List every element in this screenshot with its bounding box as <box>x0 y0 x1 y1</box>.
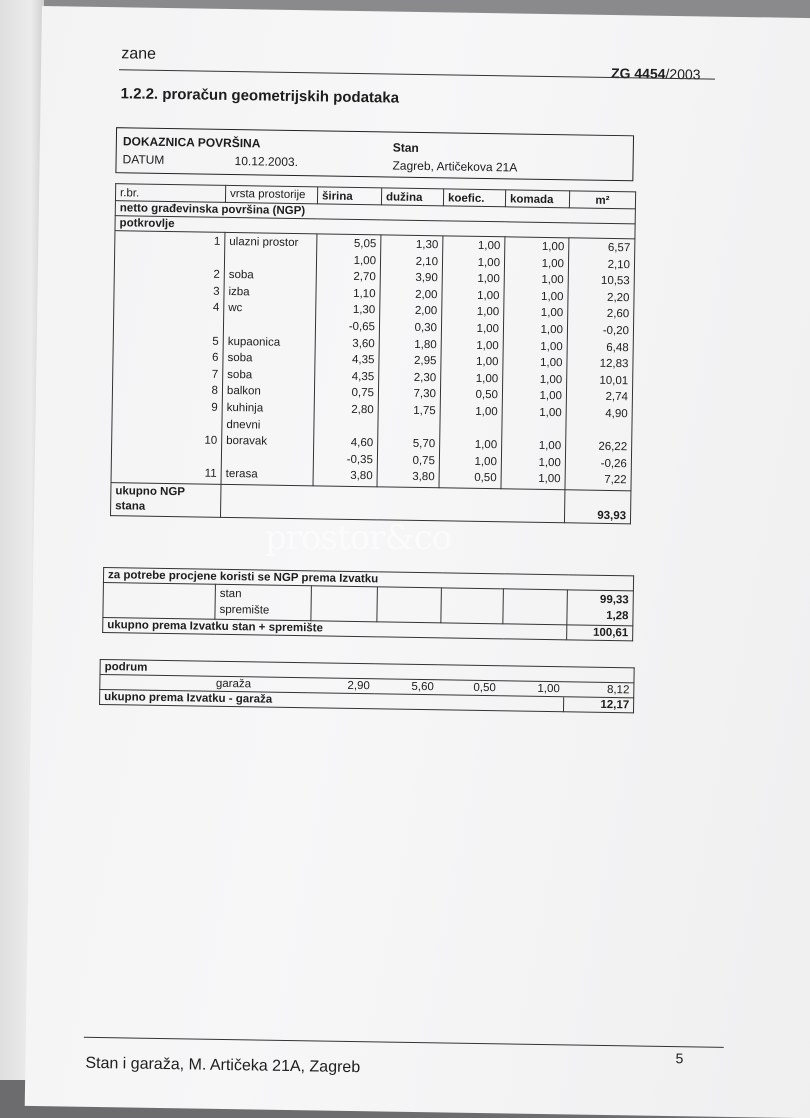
cell-name: balkon <box>226 385 261 398</box>
cell-koef: 1,00 <box>474 455 497 468</box>
object-label: Stan <box>392 140 419 155</box>
cell-kom: 1,00 <box>541 257 565 270</box>
cell-sirina: 3,60 <box>352 337 375 350</box>
cell-rbr: 9 <box>211 401 218 414</box>
cell-duzina: 0,30 <box>414 321 438 335</box>
cell-kom: 1,00 <box>541 240 565 254</box>
cell-rbr: 6 <box>211 351 219 364</box>
column-m2 <box>565 238 635 491</box>
cell-rbr: 11 <box>204 467 217 481</box>
cell-name: izba <box>228 285 250 299</box>
cell-koef: 1,00 <box>476 306 500 319</box>
cell-rbr: 8 <box>211 385 219 398</box>
cell-m2: 4,90 <box>605 407 628 421</box>
cell-sirina: 4,35 <box>351 354 375 367</box>
cell-m2: -0,26 <box>600 457 627 470</box>
garaza-m2: 8,12 <box>564 682 634 698</box>
cell-kom: 1,00 <box>538 473 561 486</box>
izvadak-table-wrap <box>102 567 634 641</box>
cell-kom: 1,00 <box>539 406 562 420</box>
cell-m2: 12,83 <box>599 357 629 371</box>
cell-name: kuhinja <box>226 401 264 415</box>
cell-sirina: 1,30 <box>352 304 376 317</box>
cell-kom: 1,00 <box>538 456 561 469</box>
cell-sirina: 3,80 <box>350 470 373 483</box>
cell-name: soba <box>227 352 253 365</box>
cell-kom: 1,00 <box>541 274 564 287</box>
cell-sirina: 2,70 <box>353 271 376 284</box>
cell-koef: 1,00 <box>475 405 498 419</box>
header-koefic: koefic. <box>443 189 505 207</box>
cell-koef: 1,00 <box>476 322 500 336</box>
cell-m2: 26,22 <box>598 440 628 454</box>
cell-duzina: 7,30 <box>413 388 437 401</box>
cell-rbr: 4 <box>212 302 220 315</box>
cell-name: terasa <box>225 468 258 481</box>
ngp-table-wrap <box>110 183 636 524</box>
cell-koef: 1,00 <box>475 372 499 385</box>
cell-rbr <box>119 249 220 267</box>
header-unit: m² <box>569 191 635 209</box>
watermark: prostor&co <box>265 518 452 558</box>
garaza-sirina: 2,90 <box>308 678 374 694</box>
cell-sirina: -0,35 <box>346 453 374 466</box>
cell-sirina: -0,65 <box>348 320 376 334</box>
cell-kom: 1,00 <box>539 373 563 386</box>
cell-sirina: 4,35 <box>351 370 375 384</box>
ngp-table <box>110 183 636 524</box>
cell-duzina: 1,80 <box>414 338 437 351</box>
dokaznica-title: DOKAZNICA POVRŠINA <box>122 134 261 151</box>
cell-name <box>229 251 312 269</box>
cell-m2: 6,57 <box>607 241 631 255</box>
cell-m2: 2,60 <box>606 308 630 321</box>
izvadak-values: 99,33 1,28 <box>567 590 634 626</box>
cell-rbr: 3 <box>213 285 220 298</box>
izvadak-table <box>102 567 634 641</box>
izvadak-total-label: ukupno prema Izvatku stan + spremište <box>103 618 567 640</box>
cell-sirina: 1,00 <box>353 254 377 267</box>
podrum-total-label: ukupno prema Izvatku - garaža <box>100 689 564 711</box>
cell-duzina: 3,80 <box>412 471 435 484</box>
column-name <box>221 232 317 485</box>
column-duzina <box>377 235 443 488</box>
document-number: ZG 4454/2003 <box>610 64 701 83</box>
cell-name: soba <box>228 269 254 282</box>
cell-duzina: 2,00 <box>415 288 438 302</box>
cell-m2 <box>570 422 627 439</box>
dokaznica-header-box <box>115 127 634 181</box>
cell-koef: 1,00 <box>477 289 500 303</box>
cell-sirina <box>318 418 373 435</box>
column-koef <box>439 236 505 489</box>
cell-rbr: 2 <box>213 268 220 282</box>
cell-kom <box>506 421 561 438</box>
cell-name <box>226 450 309 468</box>
total-spacer <box>220 484 564 522</box>
document-page <box>25 6 810 1118</box>
garaza-koef: 0,50 <box>438 680 500 696</box>
ngp-label: netto građevinska površina (NGP) <box>115 201 635 224</box>
cell-rbr: 7 <box>211 368 219 381</box>
header-rbr: r.br. <box>115 184 225 203</box>
cell-duzina: 2,30 <box>413 371 437 384</box>
total-value: 93,93 <box>564 490 631 524</box>
page-number: 5 <box>675 1050 684 1067</box>
cell-koef: 1,00 <box>477 256 501 269</box>
podrum-total-value: 12,17 <box>563 697 633 713</box>
cell-kom: 1,00 <box>540 323 564 337</box>
header-vrsta: vrsta prostorije <box>225 185 317 203</box>
section-title: 1.2.2. proračun geometrijskih podataka <box>120 85 400 107</box>
garaza-duzina: 5,60 <box>374 679 438 695</box>
header-duzina: dužina <box>381 188 443 206</box>
cell-m2: 2,20 <box>607 291 630 305</box>
cell-koef: 1,00 <box>476 339 499 352</box>
cell-kom: 1,00 <box>540 307 564 320</box>
podrum-title: podrum <box>100 659 634 682</box>
cell-sirina: 2,80 <box>351 403 374 417</box>
cell-duzina: 5,70 <box>412 438 436 451</box>
cell-duzina: 0,75 <box>412 454 435 467</box>
cell-kom: 1,00 <box>539 390 563 403</box>
cell-rbr: 10 <box>204 434 218 447</box>
garaza-label: garaža <box>212 676 308 693</box>
cell-koef <box>444 420 497 437</box>
cell-rbr <box>118 315 219 333</box>
izvadak-total-value: 100,61 <box>567 625 633 641</box>
cell-kom: 1,00 <box>540 340 563 353</box>
cell-m2: 6,48 <box>606 341 629 354</box>
cell-koef: 1,00 <box>475 356 499 369</box>
cell-name <box>228 317 311 335</box>
cell-duzina: 1,75 <box>413 404 436 418</box>
cell-koef: 0,50 <box>474 472 497 485</box>
datum-label: DATUM <box>122 152 165 167</box>
cell-kom: 1,00 <box>539 357 563 370</box>
floor-label: potkrovlje <box>115 216 635 239</box>
garaza-kom: 1,00 <box>500 681 564 697</box>
cell-rbr: 1 <box>213 235 221 248</box>
cell-duzina <box>382 419 435 436</box>
cell-name: soba <box>227 368 253 382</box>
cell-sirina: 5,05 <box>353 237 377 251</box>
cell-duzina: 1,30 <box>415 238 439 252</box>
cell-m2: 2,74 <box>605 391 629 404</box>
cell-duzina: 2,95 <box>413 355 437 368</box>
podrum-table-wrap <box>99 659 635 713</box>
izvadak-title: za potrebe procjene koristi se NGP prema Izvatku <box>103 568 633 591</box>
cell-koef: 1,00 <box>477 239 501 253</box>
datum-value: 10.12.2003. <box>234 154 299 170</box>
cell-sirina: 0,75 <box>351 387 375 400</box>
cell-m2: 7,22 <box>604 474 627 487</box>
cell-name: kupaonica <box>227 335 281 349</box>
cell-sirina: 4,60 <box>350 437 374 450</box>
cell-rbr <box>116 415 217 433</box>
footer-text: Stan i garaža, M. Artičeka 21A, Zagreb <box>85 1054 361 1077</box>
podrum-table <box>99 659 635 713</box>
cell-duzina: 2,00 <box>414 305 438 318</box>
cell-rbr: 5 <box>212 335 219 348</box>
header-left: zane <box>121 45 157 63</box>
header-komada: komada <box>505 190 569 208</box>
cell-m2: 10,01 <box>599 374 629 388</box>
column-sirina <box>313 234 381 487</box>
cell-duzina: 3,90 <box>415 272 438 285</box>
table-body-row <box>111 231 635 491</box>
footer-rule <box>84 1037 724 1048</box>
cell-sirina: 1,10 <box>353 287 376 301</box>
cell-kom: 1,00 <box>538 439 562 453</box>
cell-kom: 1,00 <box>541 290 564 304</box>
cell-koef: 1,00 <box>477 273 500 286</box>
cell-rbr <box>116 448 217 466</box>
cell-name: ulazni prostor <box>229 235 299 250</box>
total-label: ukupno NGP stana <box>111 483 222 518</box>
cell-m2: -0,20 <box>602 324 630 338</box>
column-kom <box>501 237 569 490</box>
izvadak-labels: stan spremište <box>215 584 312 621</box>
address: Zagreb, Artičekova 21A <box>392 158 518 175</box>
cell-name: wc <box>228 302 243 315</box>
cell-name: dnevni <box>226 418 261 432</box>
cell-koef: 0,50 <box>475 389 499 402</box>
cell-koef: 1,00 <box>474 438 498 452</box>
cell-duzina: 2,10 <box>415 255 439 268</box>
cell-m2: 10,53 <box>600 275 630 288</box>
izvadak-blank <box>103 583 216 620</box>
cell-m2: 2,10 <box>607 258 631 271</box>
header-sirina: širina <box>317 187 381 205</box>
column-rbr <box>111 231 225 485</box>
cell-name: boravak <box>226 435 268 448</box>
